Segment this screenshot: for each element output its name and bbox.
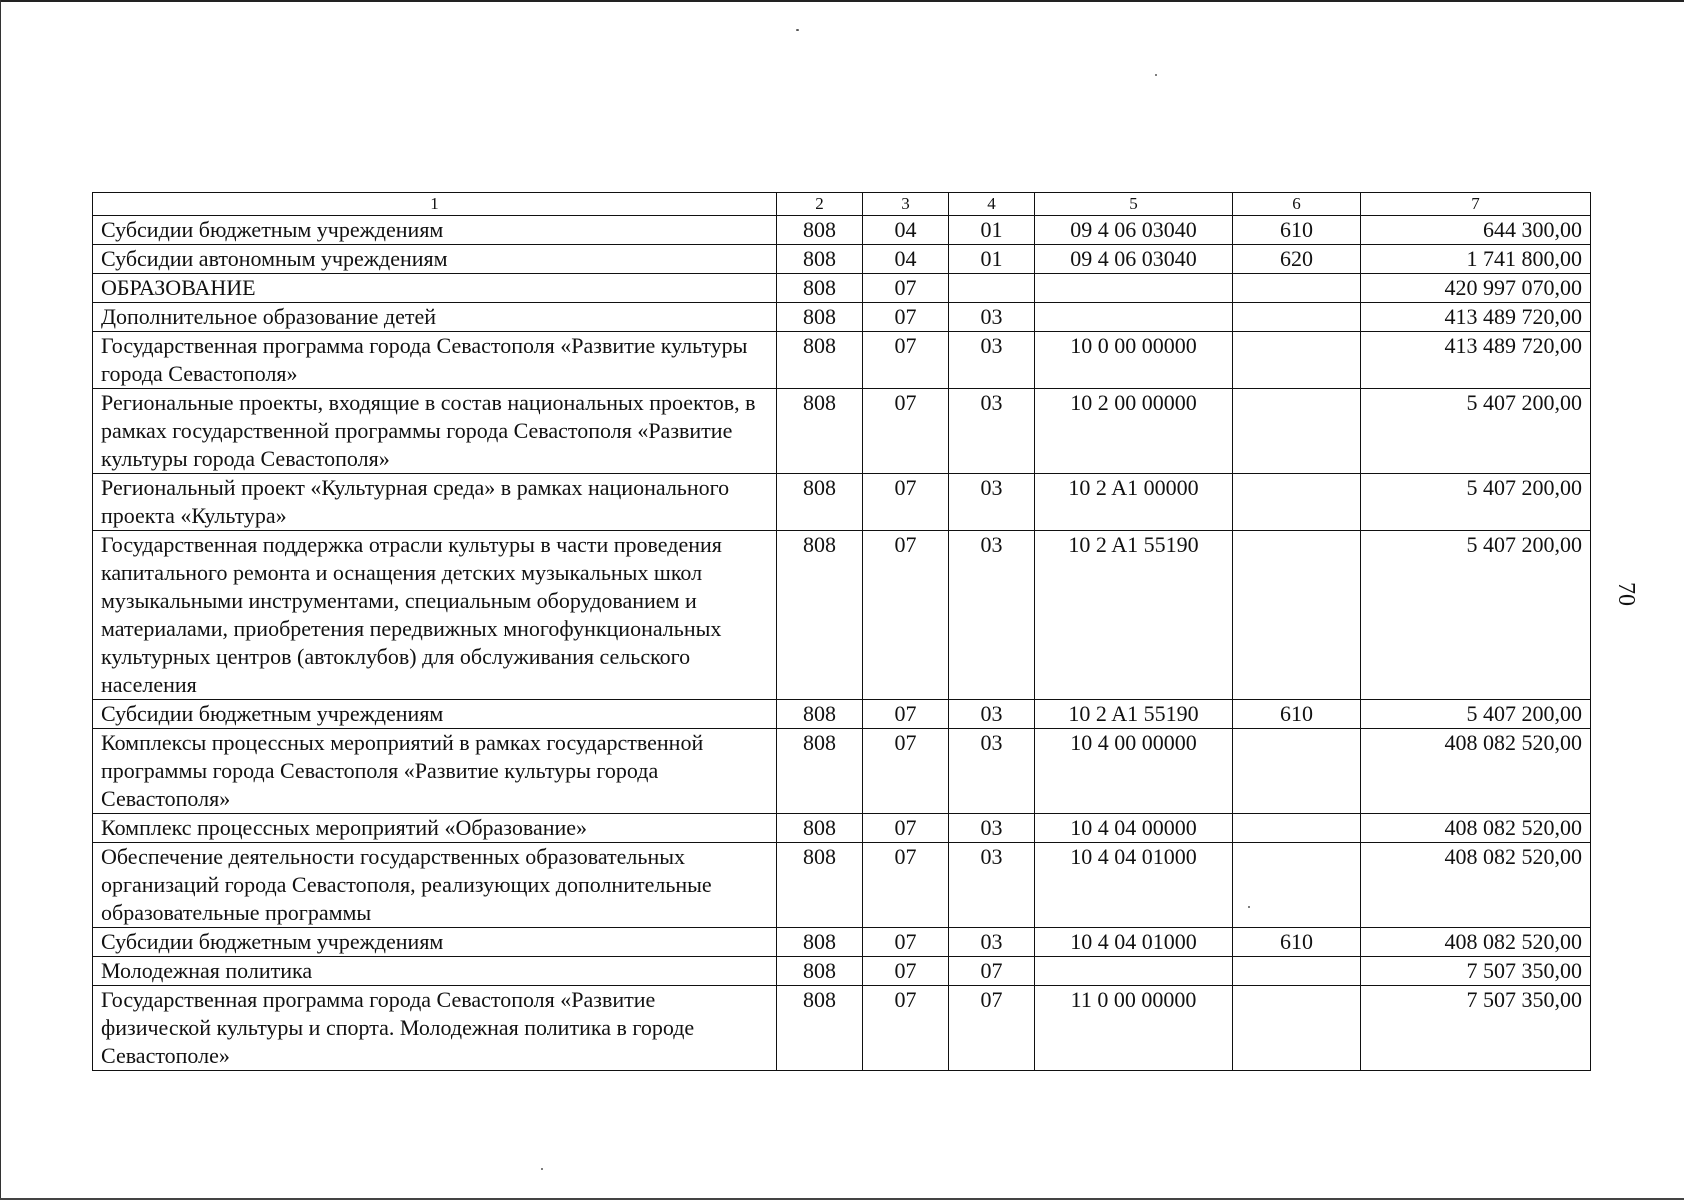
column-number-6: 6 xyxy=(1233,193,1361,216)
cell-grbs: 808 xyxy=(777,729,863,814)
cell-name: Субсидии бюджетным учреждениям xyxy=(93,700,777,729)
scan-speck xyxy=(1155,74,1157,76)
cell-target-article: 10 2 A1 55190 xyxy=(1035,531,1233,700)
cell-name: Дополнительное образование детей xyxy=(93,303,777,332)
cell-subsection: 03 xyxy=(949,531,1035,700)
cell-expense-type xyxy=(1233,814,1361,843)
cell-amount: 413 489 720,00 xyxy=(1361,303,1591,332)
cell-target-article: 09 4 06 03040 xyxy=(1035,245,1233,274)
cell-grbs: 808 xyxy=(777,843,863,928)
cell-target-article: 10 2 A1 00000 xyxy=(1035,474,1233,531)
cell-section: 07 xyxy=(863,986,949,1071)
table-header-row xyxy=(93,193,1591,216)
cell-amount: 420 997 070,00 xyxy=(1361,274,1591,303)
cell-name: Региональный проект «Культурная среда» в рамках национального проекта «Культура» xyxy=(93,474,777,531)
cell-expense-type xyxy=(1233,729,1361,814)
cell-target-article: 10 2 A1 55190 xyxy=(1035,700,1233,729)
column-number-2: 2 xyxy=(777,193,863,216)
cell-amount: 5 407 200,00 xyxy=(1361,531,1591,700)
cell-expense-type: 610 xyxy=(1233,928,1361,957)
cell-subsection xyxy=(949,274,1035,303)
column-number-4: 4 xyxy=(949,193,1035,216)
cell-grbs: 808 xyxy=(777,531,863,700)
cell-grbs: 808 xyxy=(777,928,863,957)
column-number-1: 1 xyxy=(93,193,777,216)
cell-section: 07 xyxy=(863,474,949,531)
cell-amount: 5 407 200,00 xyxy=(1361,474,1591,531)
table-row xyxy=(93,303,1591,332)
cell-grbs: 808 xyxy=(777,986,863,1071)
cell-section: 07 xyxy=(863,843,949,928)
cell-section: 04 xyxy=(863,216,949,245)
table-row xyxy=(93,245,1591,274)
cell-grbs: 808 xyxy=(777,389,863,474)
cell-name: Субсидии бюджетным учреждениям xyxy=(93,928,777,957)
table-row xyxy=(93,700,1591,729)
cell-subsection: 03 xyxy=(949,814,1035,843)
cell-expense-type xyxy=(1233,303,1361,332)
cell-subsection: 01 xyxy=(949,216,1035,245)
cell-name: Субсидии автономным учреждениям xyxy=(93,245,777,274)
cell-name: Комплекс процессных мероприятий «Образование» xyxy=(93,814,777,843)
column-number-5: 5 xyxy=(1035,193,1233,216)
table-row xyxy=(93,957,1591,986)
cell-section: 07 xyxy=(863,700,949,729)
cell-target-article: 09 4 06 03040 xyxy=(1035,216,1233,245)
cell-amount: 7 507 350,00 xyxy=(1361,957,1591,986)
cell-expense-type xyxy=(1233,986,1361,1071)
cell-subsection: 03 xyxy=(949,843,1035,928)
table-body xyxy=(93,193,1591,1071)
cell-grbs: 808 xyxy=(777,957,863,986)
cell-amount: 413 489 720,00 xyxy=(1361,332,1591,389)
cell-section: 07 xyxy=(863,389,949,474)
cell-subsection: 03 xyxy=(949,700,1035,729)
cell-section: 07 xyxy=(863,814,949,843)
cell-subsection: 03 xyxy=(949,389,1035,474)
cell-section: 07 xyxy=(863,957,949,986)
cell-expense-type: 610 xyxy=(1233,216,1361,245)
cell-section: 04 xyxy=(863,245,949,274)
cell-grbs: 808 xyxy=(777,700,863,729)
cell-amount: 408 082 520,00 xyxy=(1361,729,1591,814)
cell-subsection: 03 xyxy=(949,928,1035,957)
cell-expense-type xyxy=(1233,843,1361,928)
table-row xyxy=(93,216,1591,245)
cell-name: Государственная программа города Севастополя «Развитие физической культуры и спорта. Молодежная политика в городе Севастополе» xyxy=(93,986,777,1071)
cell-expense-type xyxy=(1233,389,1361,474)
table-row xyxy=(93,814,1591,843)
cell-name: Региональные проекты, входящие в состав национальных проектов, в рамках государственной программы города Севастополя «Развитие культуры города Севастополя» xyxy=(93,389,777,474)
cell-name: Молодежная политика xyxy=(93,957,777,986)
cell-section: 07 xyxy=(863,303,949,332)
cell-target-article: 10 4 00 00000 xyxy=(1035,729,1233,814)
cell-section: 07 xyxy=(863,332,949,389)
cell-section: 07 xyxy=(863,928,949,957)
budget-table xyxy=(92,192,1591,1071)
cell-target-article xyxy=(1035,303,1233,332)
cell-expense-type xyxy=(1233,957,1361,986)
cell-name: Государственная программа города Севастополя «Развитие культуры города Севастополя» xyxy=(93,332,777,389)
cell-expense-type xyxy=(1233,274,1361,303)
cell-amount: 644 300,00 xyxy=(1361,216,1591,245)
cell-grbs: 808 xyxy=(777,245,863,274)
scan-edge-top xyxy=(0,0,1684,2)
table-row xyxy=(93,986,1591,1071)
cell-section: 07 xyxy=(863,729,949,814)
cell-target-article: 10 4 04 01000 xyxy=(1035,843,1233,928)
scan-edge-left xyxy=(0,0,1,1200)
cell-name: Субсидии бюджетным учреждениям xyxy=(93,216,777,245)
cell-grbs: 808 xyxy=(777,274,863,303)
table-row xyxy=(93,843,1591,928)
cell-amount: 408 082 520,00 xyxy=(1361,928,1591,957)
cell-amount: 5 407 200,00 xyxy=(1361,389,1591,474)
cell-subsection: 07 xyxy=(949,957,1035,986)
cell-amount: 7 507 350,00 xyxy=(1361,986,1591,1071)
cell-name: ОБРАЗОВАНИЕ xyxy=(93,274,777,303)
cell-section: 07 xyxy=(863,531,949,700)
cell-amount: 1 741 800,00 xyxy=(1361,245,1591,274)
table-row xyxy=(93,928,1591,957)
cell-subsection: 03 xyxy=(949,332,1035,389)
cell-name: Комплексы процессных мероприятий в рамках государственной программы города Севастополя «Развитие культуры города Севастополя» xyxy=(93,729,777,814)
cell-subsection: 03 xyxy=(949,303,1035,332)
page-number: 70 xyxy=(1613,582,1639,606)
cell-grbs: 808 xyxy=(777,474,863,531)
cell-subsection: 01 xyxy=(949,245,1035,274)
cell-grbs: 808 xyxy=(777,332,863,389)
table-row xyxy=(93,531,1591,700)
table-row xyxy=(93,474,1591,531)
scan-speck xyxy=(796,29,799,31)
scan-speck xyxy=(541,1168,543,1170)
cell-subsection: 03 xyxy=(949,474,1035,531)
cell-subsection: 03 xyxy=(949,729,1035,814)
cell-subsection: 07 xyxy=(949,986,1035,1071)
cell-amount: 5 407 200,00 xyxy=(1361,700,1591,729)
cell-target-article: 11 0 00 00000 xyxy=(1035,986,1233,1071)
cell-expense-type xyxy=(1233,531,1361,700)
cell-amount: 408 082 520,00 xyxy=(1361,814,1591,843)
cell-grbs: 808 xyxy=(777,814,863,843)
cell-target-article: 10 4 04 00000 xyxy=(1035,814,1233,843)
cell-target-article xyxy=(1035,957,1233,986)
cell-expense-type xyxy=(1233,474,1361,531)
cell-name: Государственная поддержка отрасли культуры в части проведения капитального ремонта и оснащения детских музыкальных школ музыкальными инструментами, специальным оборудованием и материалами, приобретения передвижных многофункциональных культурных центров (автоклубов) для обслуживания сельского населения xyxy=(93,531,777,700)
cell-target-article: 10 0 00 00000 xyxy=(1035,332,1233,389)
table-row xyxy=(93,274,1591,303)
cell-target-article: 10 4 04 01000 xyxy=(1035,928,1233,957)
cell-grbs: 808 xyxy=(777,216,863,245)
cell-target-article: 10 2 00 00000 xyxy=(1035,389,1233,474)
cell-expense-type xyxy=(1233,332,1361,389)
column-number-7: 7 xyxy=(1361,193,1591,216)
table-row xyxy=(93,729,1591,814)
table-row xyxy=(93,332,1591,389)
cell-name: Обеспечение деятельности государственных образовательных организаций города Севастополя, реализующих дополнительные образовательные программы xyxy=(93,843,777,928)
cell-amount: 408 082 520,00 xyxy=(1361,843,1591,928)
table-row xyxy=(93,389,1591,474)
cell-expense-type: 610 xyxy=(1233,700,1361,729)
cell-target-article xyxy=(1035,274,1233,303)
column-number-3: 3 xyxy=(863,193,949,216)
cell-expense-type: 620 xyxy=(1233,245,1361,274)
cell-section: 07 xyxy=(863,274,949,303)
cell-grbs: 808 xyxy=(777,303,863,332)
